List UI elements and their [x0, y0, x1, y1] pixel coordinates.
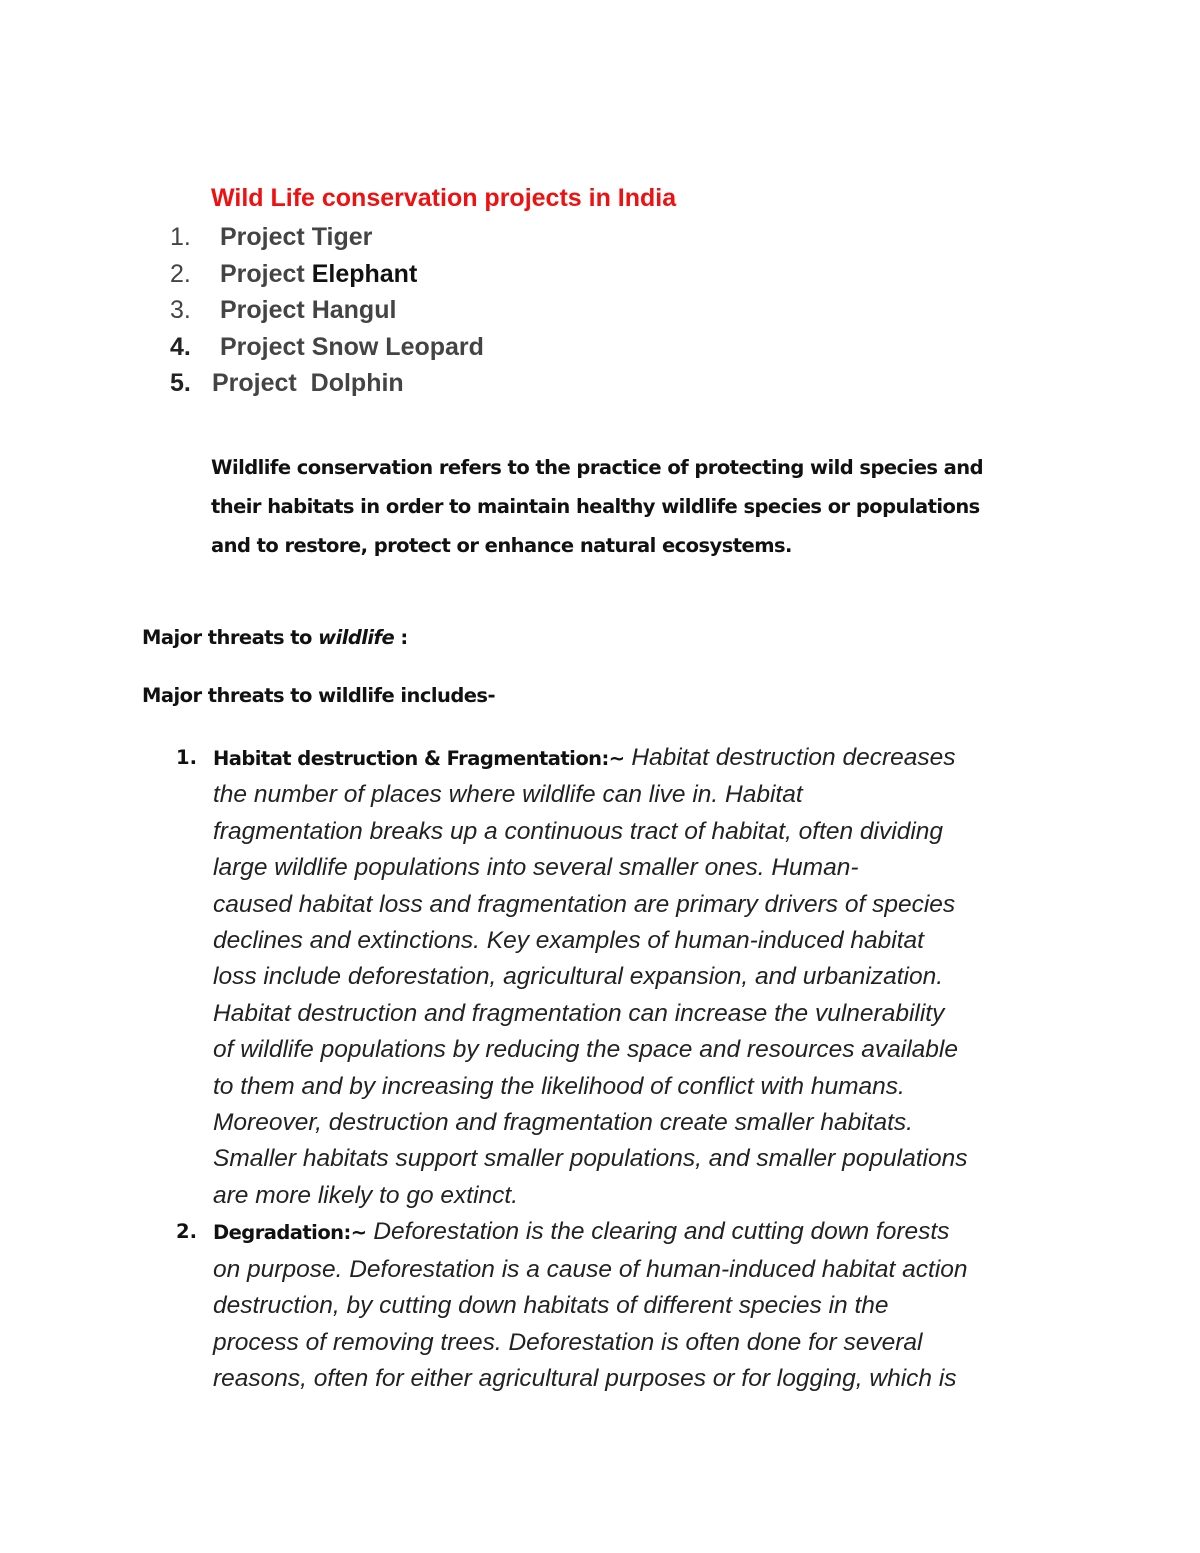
- document-title: Wild Life conservation projects in India: [211, 184, 677, 212]
- threat-text: Moreover, destruction and fragmentation create smaller habitats.: [213, 1109, 913, 1137]
- intro-line: and to restore, protect or enhance natural ecosystems.: [211, 534, 792, 557]
- project-list: [170, 219, 484, 402]
- threat-text: are more likely to go extinct.: [213, 1181, 519, 1209]
- list-item: [170, 292, 484, 329]
- threat-list: [176, 740, 1066, 1397]
- threat-text: to them and by increasing the likelihood of conflict with humans.: [213, 1072, 905, 1100]
- threat-text: on purpose. Deforestation is a cause of human-induced habitat action: [213, 1255, 968, 1283]
- list-number: 5.: [170, 369, 191, 397]
- threat-text: loss include deforestation, agricultural expansion, and urbanization.: [213, 963, 944, 991]
- project-name: Hangul: [311, 296, 397, 324]
- threat-text: Habitat destruction and fragmentation can increase the vulnerability: [213, 999, 945, 1027]
- threat-text: caused habitat loss and fragmentation are primary drivers of species: [213, 890, 956, 918]
- project-name: Snow Leopard: [311, 332, 484, 361]
- list-number: 3.: [170, 296, 191, 324]
- list-number: 2.: [176, 1220, 197, 1244]
- threats-heading-prefix: Major threats to: [142, 626, 319, 649]
- threats-heading-suffix: :: [394, 626, 408, 649]
- threat-text: declines and extinctions. Key examples of human-induced habitat: [213, 927, 924, 955]
- threat-label: Habitat destruction & Fragmentation:~: [213, 747, 625, 770]
- threat-item: [176, 740, 1066, 1214]
- list-item: [170, 365, 484, 402]
- project-name: Tiger: [311, 223, 373, 251]
- list-number: 2.: [170, 259, 191, 288]
- threat-text: the number of places where wildlife can live in. Habitat: [213, 781, 803, 809]
- threat-label: Degradation:~: [213, 1221, 367, 1245]
- threat-item: [176, 1214, 1066, 1397]
- intro-line: their habitats in order to maintain healthy wildlife species or populations: [211, 495, 980, 518]
- list-item: [170, 329, 484, 366]
- threats-subheading: Major threats to wildlife includes-: [142, 684, 496, 707]
- project-prefix: Project: [220, 259, 312, 288]
- threats-heading: [142, 626, 408, 649]
- project-name: Elephant: [311, 259, 418, 288]
- project-prefix: Project: [220, 223, 312, 251]
- threat-text: fragmentation breaks up a continuous tract of habitat, often dividing: [213, 817, 944, 845]
- list-item: [170, 256, 484, 293]
- threats-heading-emphasis: wildlife: [318, 626, 395, 649]
- threat-text: reasons, often for either agricultural purposes or for logging, which is: [213, 1364, 957, 1392]
- project-prefix: Project: [220, 332, 312, 361]
- project-prefix: Project: [212, 369, 311, 397]
- threat-text: process of removing trees. Deforestation is often done for several: [213, 1328, 923, 1356]
- list-number: 1.: [170, 223, 191, 251]
- list-number: 4.: [170, 332, 191, 361]
- threat-text: Habitat destruction decreases: [624, 744, 956, 771]
- intro-paragraph: [211, 448, 1091, 565]
- threat-text: Deforestation is the clearing and cutting down forests: [366, 1218, 950, 1246]
- threat-text: Smaller habitats support smaller populations, and smaller populations: [213, 1145, 968, 1173]
- threat-text: of wildlife populations by reducing the space and resources available: [213, 1036, 958, 1064]
- threat-text: destruction, by cutting down habitats of different species in the: [213, 1292, 889, 1320]
- project-name: Dolphin: [310, 369, 404, 397]
- list-item: [170, 219, 484, 256]
- threat-text: large wildlife populations into several smaller ones. Human-: [213, 854, 859, 882]
- list-number: 1.: [176, 746, 197, 769]
- project-prefix: Project: [220, 296, 312, 324]
- intro-line: Wildlife conservation refers to the practice of protecting wild species and: [211, 456, 984, 479]
